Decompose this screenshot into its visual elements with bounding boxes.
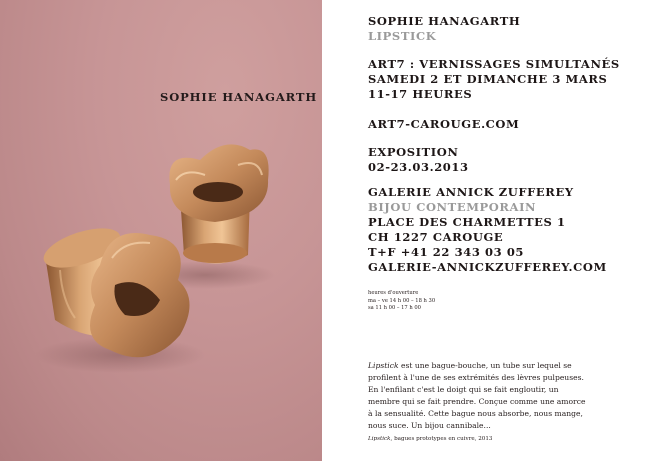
gallery-block	[368, 185, 607, 275]
photo-panel	[0, 0, 322, 461]
opening-hours	[368, 290, 435, 313]
description-line-5: à la sensualité. Cette bague nous absorbe, nous mange,	[368, 409, 583, 419]
art7-website-link[interactable]: ART7-CAROUGE.COM	[368, 117, 520, 131]
description-line-4: membre qui se fait prendre. Conçue comme une amorce	[368, 397, 586, 407]
gallery-website-link[interactable]: GALERIE-ANNICKZUFFEREY.COM	[368, 260, 607, 274]
event-line-3: 11-17 HEURES	[368, 87, 473, 101]
description-line-3: En l'enfilant c'est le doigt qui se fait engloutir, un	[368, 385, 559, 395]
artist-name-on-photo: SOPHIE HANAGARTH	[160, 90, 318, 104]
description-line-6: nous suce. Un bijou cannibale...	[368, 421, 491, 431]
website-block	[368, 117, 519, 132]
artist-name: SOPHIE HANAGARTH	[368, 14, 521, 28]
hours-saturday: sa 11 h 00 – 17 h 00	[368, 305, 421, 311]
info-panel	[322, 0, 650, 461]
description-italic-title: Lipstick	[368, 361, 399, 370]
exhibition-dates: 02-23.03.2013	[368, 160, 469, 174]
copper-ring-lying	[39, 220, 190, 357]
description-line-2: profilent à l'une de ses extrémités des lèvres pulpeuses.	[368, 373, 584, 383]
header-block	[368, 14, 520, 44]
gallery-address-2: CH 1227 CAROUGE	[368, 230, 504, 244]
work-title: LIPSTICK	[368, 29, 437, 43]
gallery-subtitle: BIJOU CONTEMPORAIN	[368, 200, 537, 214]
description-line-1: Lipstick est une bague-bouche, un tube sur lequel se	[368, 361, 572, 370]
event-line-1: ART7 : VERNISSAGES SIMULTANÉS	[368, 57, 620, 71]
gallery-name: GALERIE ANNICK ZUFFEREY	[368, 185, 574, 199]
event-block	[368, 57, 620, 102]
copper-ring-upright	[169, 144, 268, 263]
event-line-2: SAMEDI 2 ET DIMANCHE 3 MARS	[368, 72, 608, 86]
photo-caption	[368, 436, 492, 442]
exhibition-label: EXPOSITION	[368, 145, 459, 159]
hours-title: heures d'ouverture	[368, 290, 419, 296]
gallery-phone: T+F +41 22 343 03 05	[368, 245, 525, 259]
gallery-address-1: PLACE DES CHARMETTES 1	[368, 215, 566, 229]
hours-weekdays: ma – ve 14 h 00 – 18 h 30	[368, 297, 436, 304]
caption-italic-title: Lipstick	[368, 436, 391, 442]
exhibition-block	[368, 145, 469, 175]
copper-rings-photo	[0, 0, 322, 461]
caption-text: , bagues prototypes en cuivre, 2013	[390, 436, 493, 442]
description-paragraph	[368, 360, 634, 433]
